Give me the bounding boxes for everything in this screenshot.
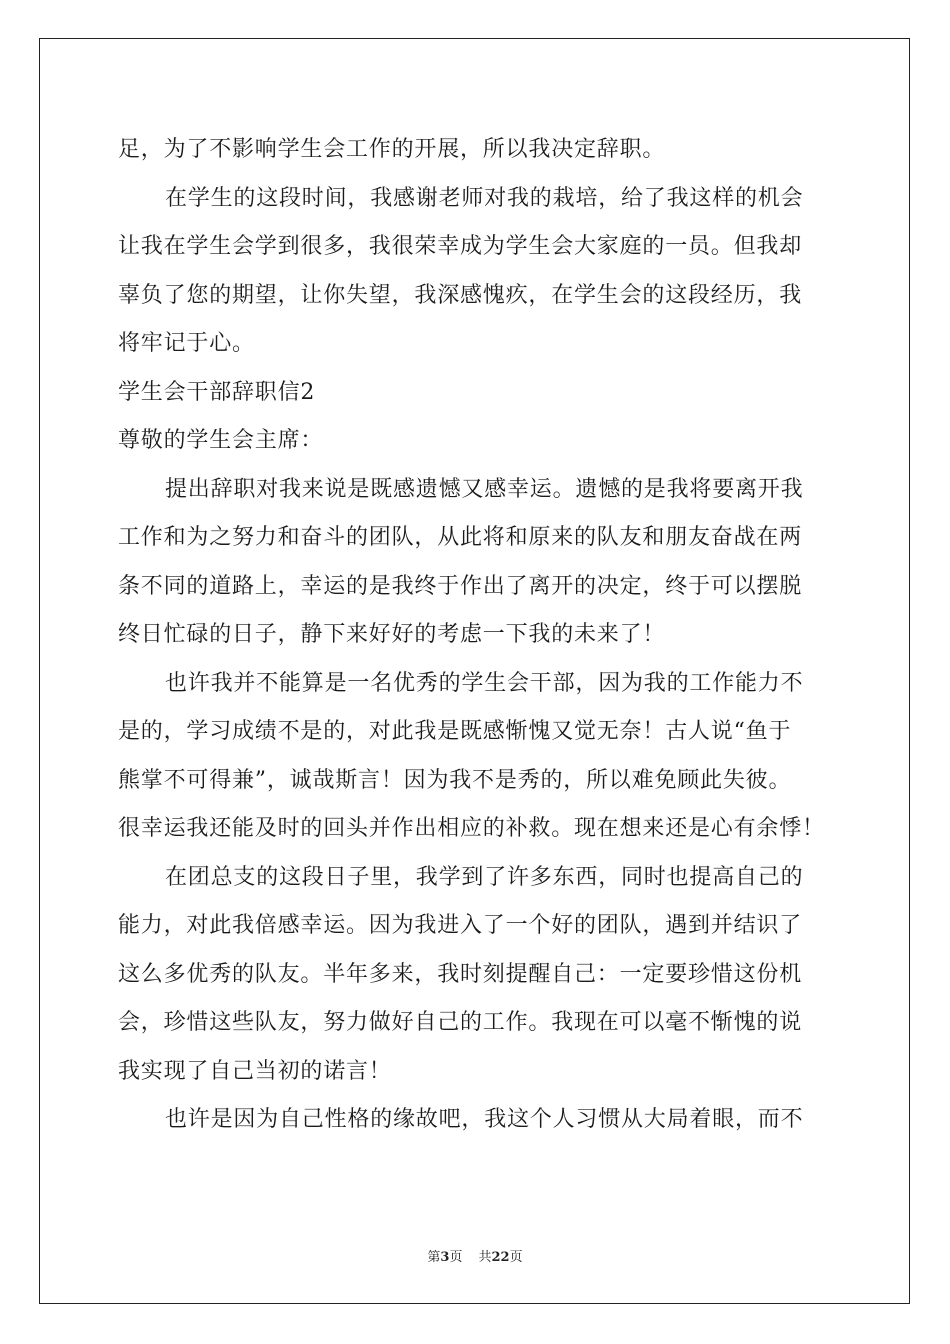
text-line: 辜负了您的期望，让你失望，我深感愧疚，在学生会的这段经历，我	[118, 282, 803, 308]
salutation: 尊敬的学生会主席：	[118, 428, 324, 453]
paragraph-start: 在团总支的这段日子里，我学到了许多东西，同时也提高自己的	[165, 864, 804, 890]
text-line: 我实现了自己当初的诺言！	[118, 1058, 392, 1084]
paragraph-start: 提出辞职对我来说是既感遗憾又感幸运。遗憾的是我将要离开我	[165, 476, 804, 502]
text-line: 很幸运我还能及时的回头并作出相应的补救。现在想来还是心有余悸！	[118, 816, 825, 841]
paragraph-start: 在学生的这段时间，我感谢老师对我的栽培，给了我这样的机会	[165, 185, 804, 211]
text-line: 会，珍惜这些队友，努力做好自己的工作。我现在可以毫不惭愧的说	[118, 1010, 803, 1035]
text-line: 将牢记于心。	[118, 331, 255, 356]
total-suffix: 页	[509, 1250, 523, 1265]
page-number: 3	[440, 1250, 450, 1265]
page-prefix: 第	[427, 1250, 441, 1265]
text-line: 工作和为之努力和奋斗的团队，从此将和原来的队友和朋友奋战在两	[118, 525, 803, 550]
page-footer	[0, 1246, 950, 1265]
text-line: 条不同的道路上，幸运的是我终于作出了离开的决定，终于可以摆脱	[118, 573, 803, 599]
text-line: 能力，对此我倍感幸运。因为我进入了一个好的团队，遇到并结识了	[118, 913, 803, 938]
text-line: 终日忙碌的日子，静下来好好的考虑一下我的未来了！	[118, 622, 666, 647]
total-prefix: 共	[478, 1250, 492, 1265]
text-line: 这么多优秀的队友。半年多来，我时刻提醒自己：一定要珍惜这份机	[118, 961, 803, 987]
page-suffix: 页	[449, 1250, 463, 1265]
paragraph-start: 也许是因为自己性格的缘故吧，我这个人习惯从大局着眼，而不	[165, 1107, 804, 1132]
paragraph-start: 也许我并不能算是一名优秀的学生会干部，因为我的工作能力不	[165, 670, 804, 696]
text-line: 足，为了不影响学生会工作的开展，所以我决定辞职。	[118, 137, 666, 162]
total-pages: 22	[491, 1250, 510, 1265]
text-line: 是的，学习成绩不是的，对此我是既感惭愧又觉无奈！古人说“鱼于	[118, 719, 792, 744]
text-line: 让我在学生会学到很多，我很荣幸成为学生会大家庭的一员。但我却	[118, 234, 803, 259]
document-body	[118, 126, 838, 1145]
section-heading: 学生会干部辞职信2	[118, 379, 316, 405]
text-line: 熊掌不可得兼”，诚哉斯言！因为我不是秀的，所以难免顾此失彼。	[118, 767, 792, 793]
